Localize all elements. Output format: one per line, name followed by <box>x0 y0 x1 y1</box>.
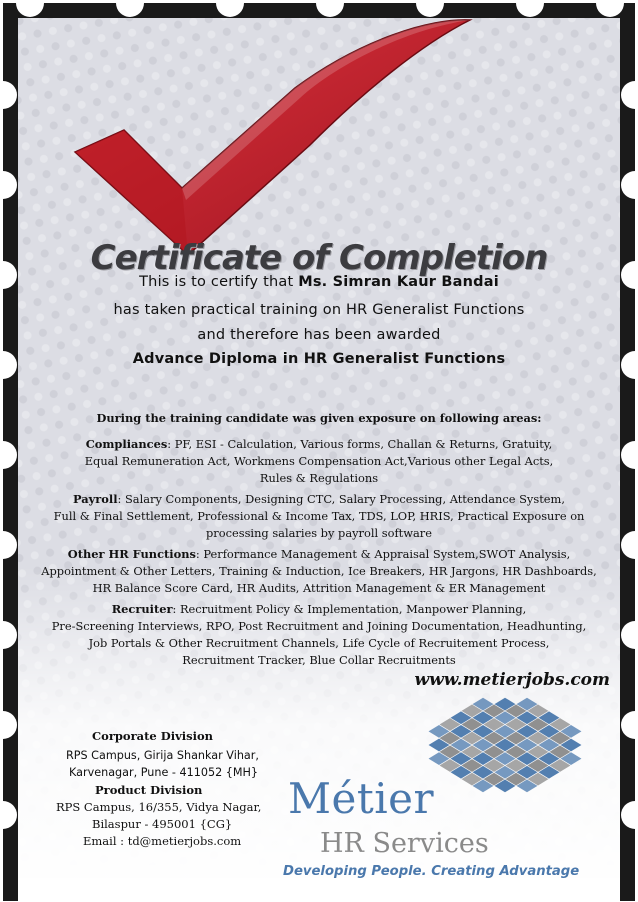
product-email[interactable]: Email : td@metierjobs.com <box>83 834 242 848</box>
product-address-2: Bilaspur - 495001 {CG} <box>92 817 233 831</box>
corporate-heading: Corporate Division <box>92 729 214 743</box>
brand-tagline: Developing People. Creating Advantage <box>283 864 580 879</box>
section-line: Job Portals & Other Recruitment Channels, Life Cycle of Recruitement Process, <box>88 636 550 650</box>
certificate-title: Certificate of Completion <box>90 238 548 278</box>
section-label: Compliances <box>85 437 168 451</box>
section-line: Full & Final Settlement, Professional & Income Tax, TDS, LOP, HRIS, Practical Exposure on <box>53 509 585 523</box>
certify-line-3: and therefore has been awarded <box>197 327 441 343</box>
recipient-name: Ms. Simran Kaur Bandai <box>298 274 499 290</box>
product-heading: Product Division <box>95 783 203 797</box>
section-payroll <box>30 491 608 542</box>
section-other-hr <box>30 546 608 597</box>
section-line: : Salary Components, Designing CTC, Salary Processing, Attendance System, <box>117 492 565 506</box>
section-line: Pre-Screening Interviews, RPO, Post Recruitment and Joining Documentation, Headhunting, <box>51 619 587 633</box>
section-line: Equal Remuneration Act, Workmens Compensation Act,Various other Legal Acts, <box>84 454 554 468</box>
brand-subtitle: HR Services <box>320 828 489 859</box>
section-label: Payroll <box>73 492 118 506</box>
section-line: processing salaries by payroll software <box>206 526 432 540</box>
section-line: : PF, ESI - Calculation, Various forms, Challan & Returns, Gratuity, <box>167 437 553 451</box>
certify-prefix: This is to certify that <box>139 274 299 290</box>
section-line: : Performance Management & Appraisal System,SWOT Analysis, <box>195 547 571 561</box>
section-label: Other HR Functions <box>67 547 196 561</box>
certify-line-1 <box>40 274 598 290</box>
website-link[interactable]: www.metierjobs.com <box>414 670 610 690</box>
section-line: : Recruitment Policy & Implementation, Manpower Planning, <box>172 602 527 616</box>
corporate-address-1: RPS Campus, Girija Shankar Vihar, <box>66 749 259 762</box>
award-title: Advance Diploma in HR Generalist Functions <box>132 351 506 367</box>
brand-name: Métier <box>288 774 435 823</box>
section-line: Recruitment Tracker, Blue Collar Recruitments <box>182 653 456 667</box>
section-line: Appointment & Other Letters, Training & Induction, Ice Breakers, HR Jargons, HR Dashboards, <box>41 564 597 578</box>
section-line: HR Balance Score Card, HR Audits, Attrition Management & ER Management <box>92 581 546 595</box>
certify-line-2: has taken practical training on HR Generalist Functions <box>113 302 525 318</box>
corporate-address-2: Karvenagar, Pune - 411052 {MH} <box>69 766 259 779</box>
product-address-1: RPS Campus, 16/355, Vidya Nagar, <box>56 800 262 814</box>
section-line: Rules & Regulations <box>259 471 379 485</box>
section-recruiter <box>30 601 608 669</box>
section-label: Recruiter <box>111 602 173 616</box>
exposure-heading: During the training candidate was given exposure on following areas: <box>96 411 542 425</box>
section-compliances <box>30 436 608 487</box>
